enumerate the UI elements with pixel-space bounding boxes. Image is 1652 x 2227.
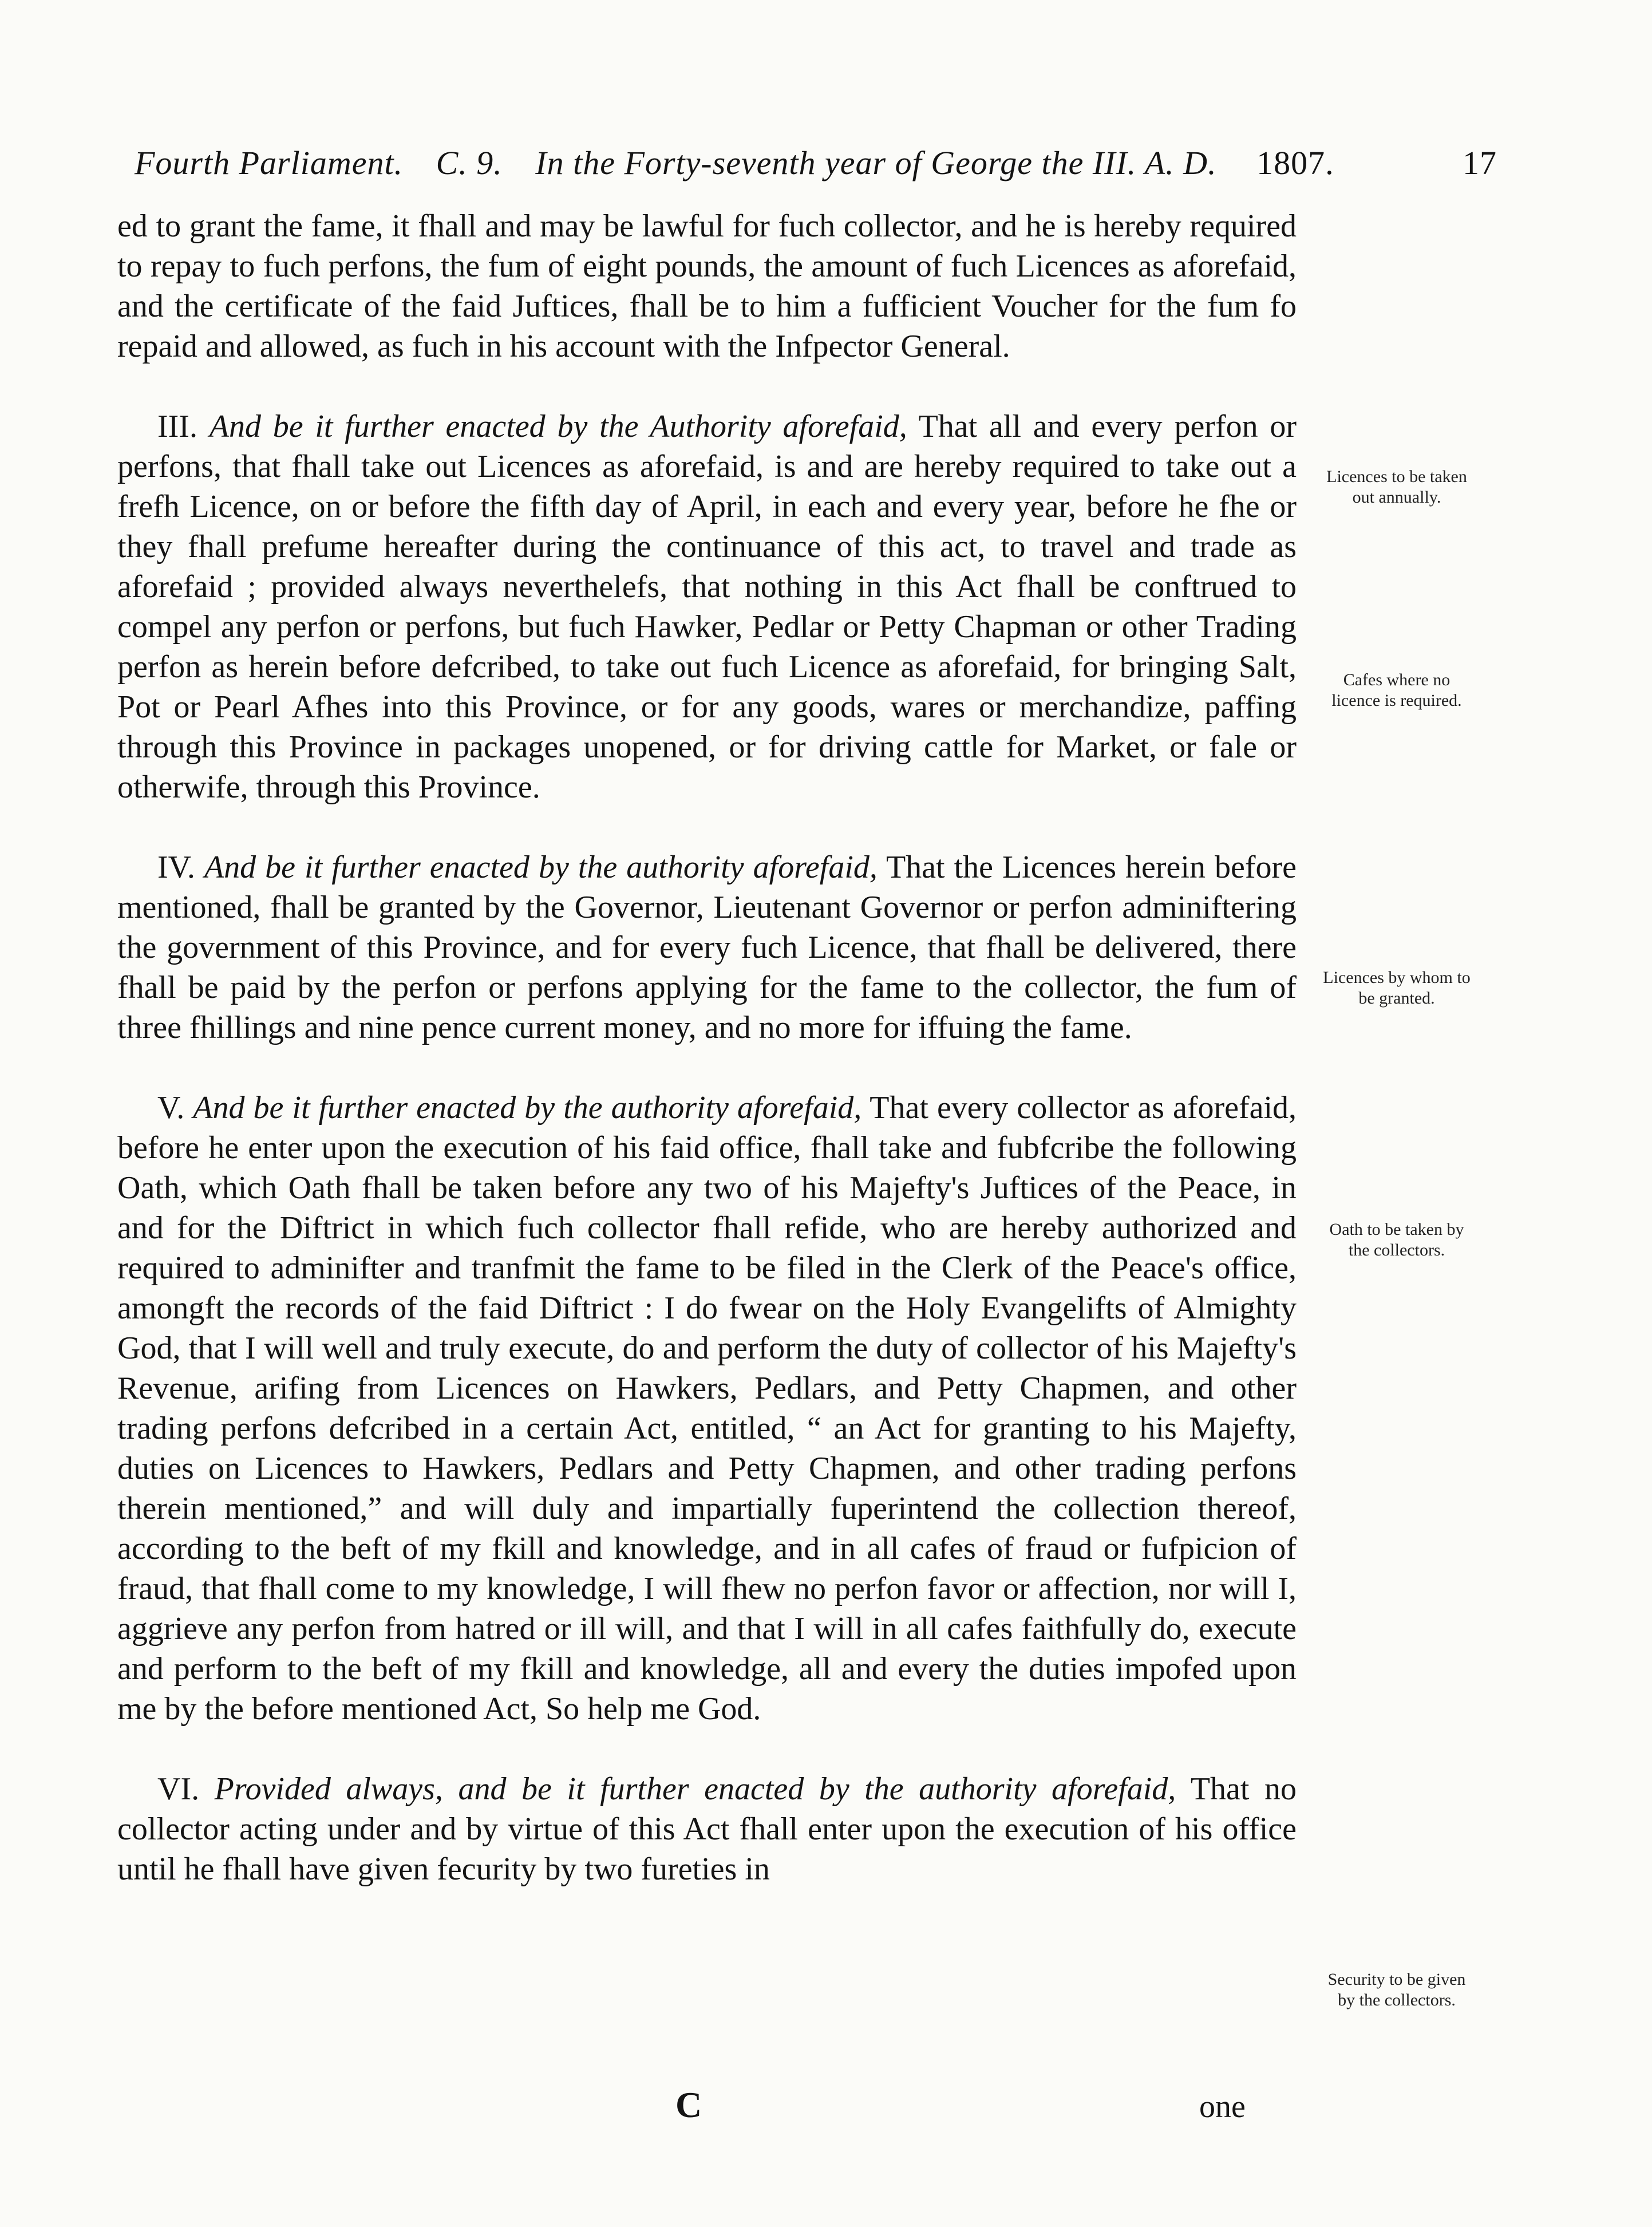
enacting-clause: And be it further enacted by the Authority aforefaid,: [209, 409, 907, 444]
section-number: V.: [157, 1090, 185, 1126]
header-parliament: Fourth Parliament.: [135, 144, 404, 181]
section-v: [117, 1088, 1297, 1729]
paragraph-continuation: [117, 206, 1297, 366]
paragraph-text: That the Licences herein before mentioned, fhall be granted by the Governor, Lieutenant Governor or perfon adminiftering the government of this Province, and for every fuch Licence, that fhall be delivered, there fhall be paid by the perfon or perfons applying for the fame to the collector, the fum of three fhillings and nine pence current money, and no more for iffuing the fame.: [117, 850, 1297, 1045]
page-number: 17: [1463, 144, 1497, 181]
section-number: III.: [157, 409, 197, 444]
margin-note-no-licence-cases: Cafes where no licence is required.: [1331, 670, 1462, 710]
paragraph-text: ed to grant the fame, it fhall and may be lawful for fuch collector, and he is hereby required to repay to fuch perfons, the fum of eight pounds, the amount of fuch Licences as aforefaid, and the certificate of the faid Juftices, fhall be to him a fufficient Voucher for the fum fo repaid and allowed, as fuch in his account with the Infpector General.: [117, 208, 1297, 364]
running-header: [135, 143, 1497, 183]
enacting-clause: And be it further enacted by the authority aforefaid,: [204, 850, 878, 885]
header-title: In the Forty-seventh year of George the III. A. D.: [535, 144, 1217, 181]
enacting-clause: Provided always, and be it further enacted by the authority aforefaid,: [214, 1771, 1176, 1807]
catchword: one: [1199, 2089, 1246, 2125]
main-text: [117, 206, 1297, 1929]
header-chapter: C. 9.: [436, 144, 503, 181]
section-vi: [117, 1769, 1297, 1889]
margin-note-oath: Oath to be taken by the collectors.: [1329, 1220, 1464, 1259]
margin-note-granting: Licences by whom to be granted.: [1323, 968, 1471, 1008]
margin-note-security: Security to be given by the collectors.: [1327, 1970, 1466, 2009]
enacting-clause: And be it further enacted by the authority aforefaid,: [193, 1090, 862, 1126]
section-iv: [117, 847, 1297, 1048]
paragraph-text: That all and every perfon or perfons, that fhall take out Licences as aforefaid, is and are hereby required to take out a frefh Licence, on or before the fifth day of April, in each and every year, before he fhe or they fhall prefume hereafter during the continuance of this act, to travel and trade as aforefaid ; provided always neverthelefs, that nothing in this Act fhall be conftrued to compel any perfon or perfons, but fuch Hawker, Pedlar or Petty Chapman or other Trading perfon as herein before defcribed, to take out fuch Licence as aforefaid, for bringing Salt, Pot or Pearl Afhes into this Province, or for any goods, wares or merchandize, paffing through this Province in packages unopened, or for driving cattle for Market, or fale or otherwife, through this Province.: [117, 409, 1297, 805]
margin-note-annual-licences: Licences to be taken out annually.: [1326, 467, 1467, 507]
paragraph-text: That no collector acting under and by virtue of this Act fhall enter upon the execution of his office until he fhall have given fecurity by two fureties in: [117, 1771, 1297, 1887]
section-number: IV.: [157, 850, 195, 885]
signature-mark: C: [675, 2084, 702, 2125]
section-iii: [117, 406, 1297, 807]
header-year: 1807.: [1256, 144, 1334, 181]
paragraph-text: That every collector as aforefaid, before he enter upon the execution of his faid office, fhall take and fubfcribe the following Oath, which Oath fhall be taken before any two of his Majefty's Juftices of the Peace, in and for the Diftrict in which fuch collector fhall refide, who are hereby authorized and required to adminifter and tranfmit the fame to be filed in the Clerk of the Peace's office, amongft the records of the faid Diftrict : I do fwear on the Holy Evangelifts of Almighty God, that I will well and truly execute, do and perform the duty of collector of his Majefty's Revenue, arifing from Licences on Hawkers, Pedlars, and Petty Chapmen, and other trading perfons defcribed in a certain Act, entitled, “ an Act for granting to his Majefty, duties on Licences to Hawkers, Pedlars and Petty Chapmen, and other trading perfons therein mentioned,” and will duly and impartially fuperintend the collection thereof, according to the beft of my fkill and knowledge, and in all cafes of fraud or fufpicion of fraud, that fhall come to my knowledge, I will fhew no perfon favor or affection, nor will I, aggrieve any perfon from hatred or ill will, and that I will in all cafes faithfully do, execute and perform to the beft of my fkill and knowledge, all and every the duties impofed upon me by the before mentioned Act, So help me God.: [117, 1090, 1297, 1727]
section-number: VI.: [157, 1771, 200, 1807]
